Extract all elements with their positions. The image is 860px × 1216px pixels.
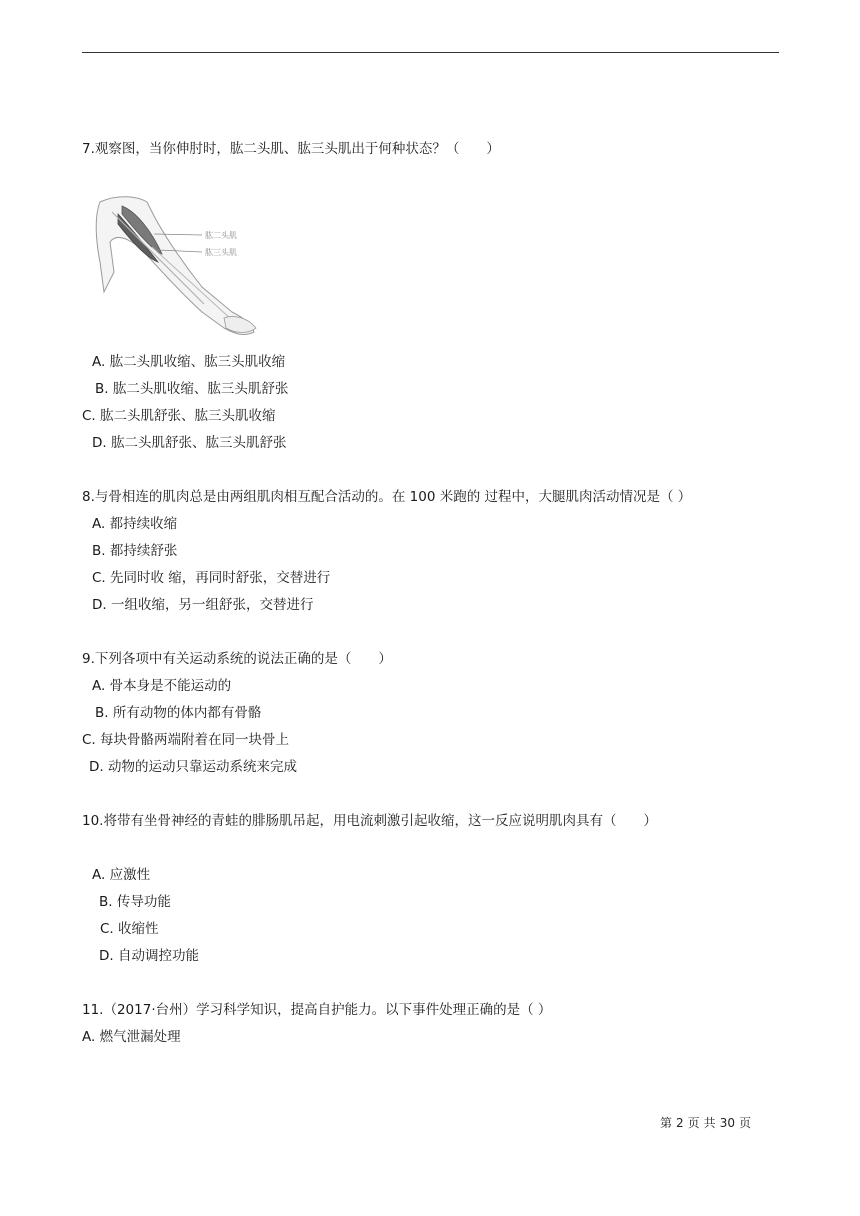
page-footer bbox=[658, 1115, 753, 1131]
q8-option-d[interactable]: D. 一组收缩，另一组舒张，交替进行 bbox=[92, 597, 314, 613]
q7-option-c[interactable]: C. 肱二头肌舒张、肱三头肌收缩 bbox=[82, 408, 276, 424]
q11-option-a[interactable]: A. 燃气泄漏处理 bbox=[82, 1029, 181, 1045]
q10-option-d[interactable]: D. 自动调控功能 bbox=[99, 948, 199, 964]
q9-option-a[interactable]: A. 骨本身是不能运动的 bbox=[92, 678, 232, 694]
q8-option-a[interactable]: A. 都持续收缩 bbox=[92, 516, 178, 532]
footer-suffix: 页 bbox=[738, 1116, 751, 1130]
footer-page-word: 页 bbox=[687, 1116, 700, 1130]
q9-option-d[interactable]: D. 动物的运动只靠运动系统来完成 bbox=[89, 759, 297, 775]
q9-stem: 9.下列各项中有关运动系统的说法正确的是（ ） bbox=[82, 651, 392, 667]
q7-stem: 7.观察图，当你伸肘时，肱二头肌、肱三头肌出于何种状态？（ ） bbox=[82, 141, 500, 157]
q8-option-c[interactable]: C. 先同时收 缩，再同时舒张，交替进行 bbox=[92, 570, 331, 586]
q9-option-c[interactable]: C. 每块骨骼两端附着在同一块骨上 bbox=[82, 732, 290, 748]
label-triceps: 肱三头肌 bbox=[205, 248, 237, 257]
footer-total-word: 共 bbox=[703, 1116, 716, 1130]
q7-option-a[interactable]: A. 肱二头肌收缩、肱三头肌收缩 bbox=[92, 354, 286, 370]
q11-stem: 11.（2017·台州）学习科学知识，提高自护能力。以下事件处理正确的是（ ） bbox=[82, 1002, 552, 1018]
label-biceps: 肱二头肌 bbox=[205, 231, 237, 240]
q10-option-b[interactable]: B. 传导功能 bbox=[99, 894, 171, 910]
header-rule bbox=[82, 52, 779, 53]
arm-muscle-figure bbox=[92, 192, 262, 342]
arm-illustration bbox=[92, 192, 262, 342]
q10-option-a[interactable]: A. 应激性 bbox=[92, 867, 151, 883]
q10-option-c[interactable]: C. 收缩性 bbox=[100, 921, 159, 937]
q8-option-b[interactable]: B. 都持续舒张 bbox=[92, 543, 178, 559]
q10-stem: 10.将带有坐骨神经的青蛙的腓肠肌吊起，用电流刺激引起收缩，这一反应说明肌肉具有（ ） bbox=[82, 813, 657, 829]
q7-option-b[interactable]: B. 肱二头肌收缩、肱三头肌舒张 bbox=[95, 381, 289, 397]
q7-option-d[interactable]: D. 肱二头肌舒张、肱三头肌舒张 bbox=[92, 435, 287, 451]
q8-stem: 8.与骨相连的肌肉总是由两组肌肉相互配合活动的。在 100 米跑的 过程中，大腿肌肉活动情况是（ ） bbox=[82, 489, 692, 505]
footer-total-pages: 30 bbox=[719, 1116, 735, 1130]
footer-page-number: 2 bbox=[676, 1116, 684, 1130]
q9-option-b[interactable]: B. 所有动物的体内都有骨骼 bbox=[95, 705, 262, 721]
footer-prefix: 第 bbox=[660, 1116, 673, 1130]
